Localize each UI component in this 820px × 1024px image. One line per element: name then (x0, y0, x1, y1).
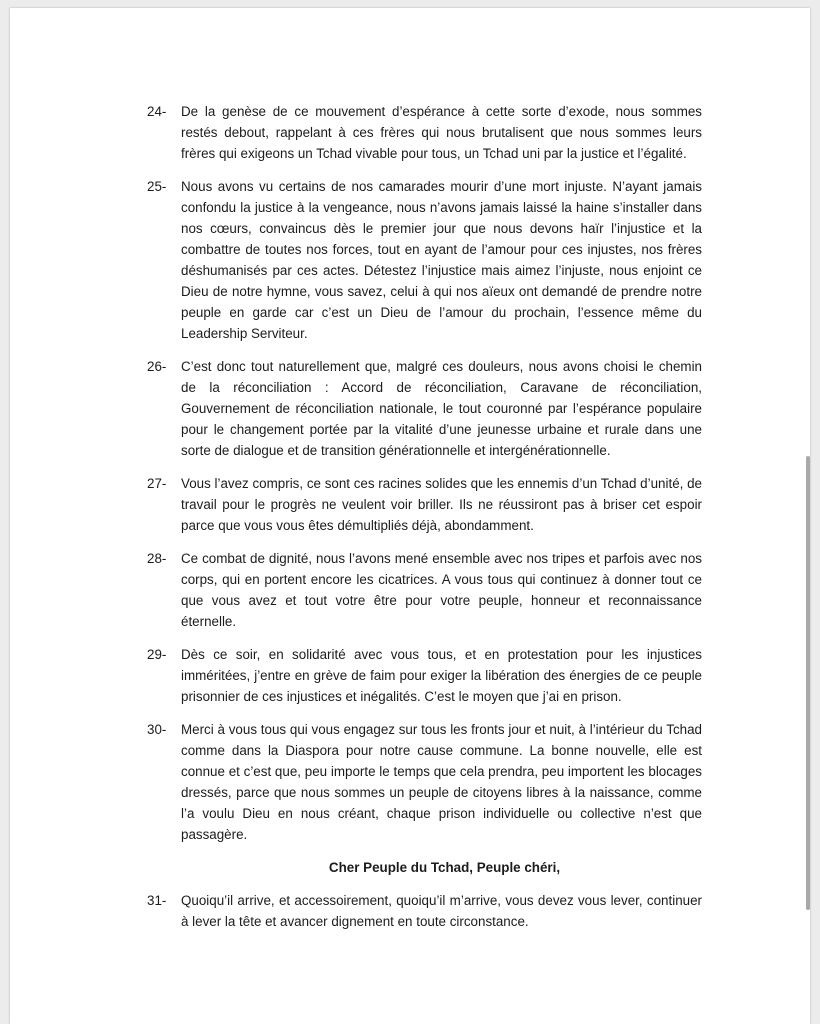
paragraph-31 (147, 890, 702, 932)
section-heading: Cher Peuple du Tchad, Peuple chéri, (328, 860, 561, 875)
paragraph-27 (147, 473, 702, 536)
paragraph-number: 29- (147, 647, 167, 662)
paragraph-number: 25- (147, 179, 167, 194)
paragraph-text: C’est donc tout naturellement que, malgré ces douleurs, nous avons choisi le chemin de la réconciliation : Accord de réconciliation, Caravane de réconciliation, Gouvernement de réconciliation nationale, le tout couronné par l’espérance populaire pour le changement portée par la vitalité d’une jeunesse urbaine et rurale dans une sorte de dialogue et de transition générationnelle et intergénérationnelle. (181, 359, 702, 458)
paragraph-text: Nous avons vu certains de nos camarades mourir d’une mort injuste. N’ayant jamais confondu la justice à la vengeance, nous n’avons jamais laissé la haine s’installer dans nos cœurs, convaincus dès le premier jour que nous devons haïr l’injustice et la combattre de toutes nos forces, tout en ayant de l’amour pour ces injustes, nos frères déshumanisés par ces actes. Détestez l’injustice mais aimez l’injuste, nous enjoint ce Dieu de notre hymne, vous savez, celui à qui nos aïeux ont demandé de prendre notre peuple en garde car c’est un Dieu de l’amour du prochain, l’essence même du Leadership Serviteur. (181, 179, 702, 341)
document-page (10, 8, 810, 1024)
paragraph-number: 26- (147, 359, 167, 374)
paragraph-text: Dès ce soir, en solidarité avec vous tous, et en protestation pour les injustices imméritées, j’entre en grève de faim pour exiger la libération des énergies de ce peuple prisonnier de ces injustices et inégalités. C’est le moyen que j’ai en prison. (181, 647, 702, 704)
paragraph-number: 24- (147, 104, 167, 119)
paragraph-29 (147, 644, 702, 707)
paragraph-30 (147, 719, 702, 845)
paragraph-text: Merci à vous tous qui vous engagez sur tous les fronts jour et nuit, à l’intérieur du Tchad comme dans la Diaspora pour notre cause commune. La bonne nouvelle, elle est connue et c’est que, peu importe le temps que cela prendra, peu importent les blocages dressés, parce que nous sommes un peuple de citoyens libres à la naissance, comme l’a voulu Dieu en nous créant, chaque prison individuelle ou collective n’est que passagère. (181, 722, 702, 842)
paragraph-text: Ce combat de dignité, nous l’avons mené ensemble avec nos tripes et parfois avec nos corps, qui en portent encore les cicatrices. A vous tous qui continuez à donner tout ce que vous avez et tout votre être pour votre peuple, honneur et reconnaissance éternelle. (181, 551, 702, 629)
vertical-scrollbar[interactable] (806, 456, 810, 910)
paragraph-number: 31- (147, 893, 167, 908)
paragraph-number: 28- (147, 551, 167, 566)
paragraph-number: 27- (147, 476, 167, 491)
document-body (147, 101, 702, 944)
paragraph-number: 30- (147, 722, 167, 737)
paragraph-24 (147, 101, 702, 164)
paragraph-text: Vous l’avez compris, ce sont ces racines solides que les ennemis d’un Tchad d’unité, de travail pour le progrès ne veulent voir briller. Ils ne réussiront pas à briser cet espoir parce que vous vous êtes démultipliés déjà, abondamment. (181, 476, 702, 533)
paragraph-25 (147, 176, 702, 344)
paragraph-26 (147, 356, 702, 461)
paragraph-text: Quoiqu’il arrive, et accessoirement, quoiqu’il m’arrive, vous devez vous lever, continuer à lever la tête et avancer dignement en toute circonstance. (181, 893, 702, 929)
paragraph-text: De la genèse de ce mouvement d’espérance à cette sorte d’exode, nous sommes restés debout, rappelant à ces frères qui nous brutalisent que nous sommes leurs frères qui exigeons un Tchad vivable pour tous, un Tchad uni par la justice et l’égalité. (181, 104, 702, 161)
paragraph-28 (147, 548, 702, 632)
